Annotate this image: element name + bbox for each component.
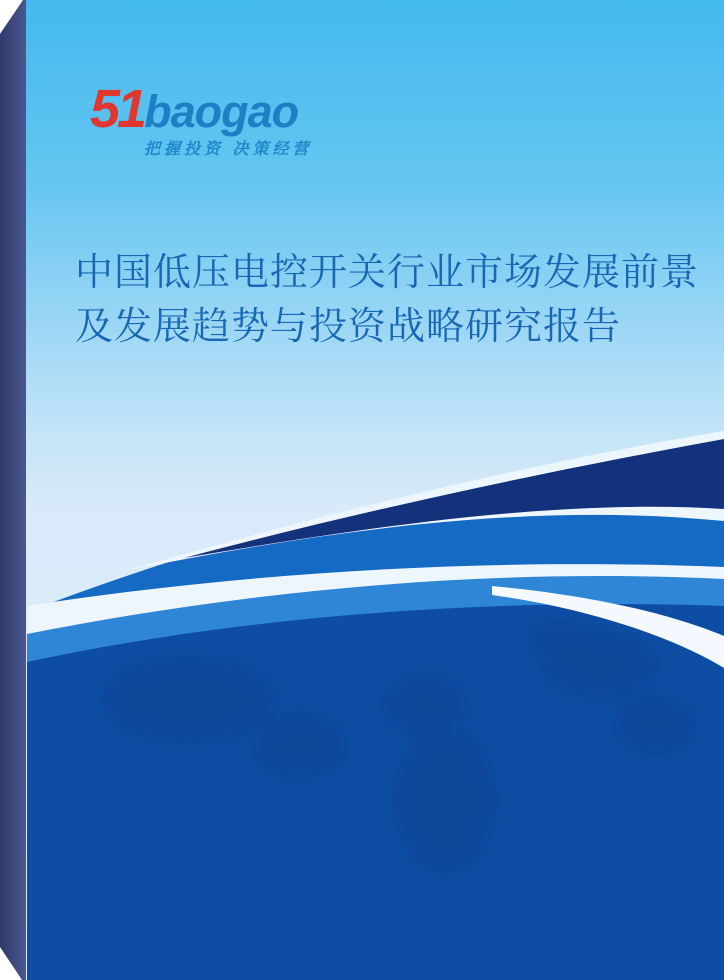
logo-51-mark: 51 <box>90 79 145 139</box>
logo-baogao-text: baogao <box>144 86 299 137</box>
brand-logo <box>90 79 313 158</box>
brand-tagline: 把握投资 决策经营 <box>144 141 313 158</box>
book-spine <box>0 0 26 980</box>
title-line-2: 及发展趋势与投资战略研究报告 <box>75 306 622 348</box>
report-title <box>75 246 699 354</box>
title-line-1: 中国低压电控开关行业市场发展前景 <box>75 252 700 294</box>
logo-wordmark <box>90 79 312 139</box>
